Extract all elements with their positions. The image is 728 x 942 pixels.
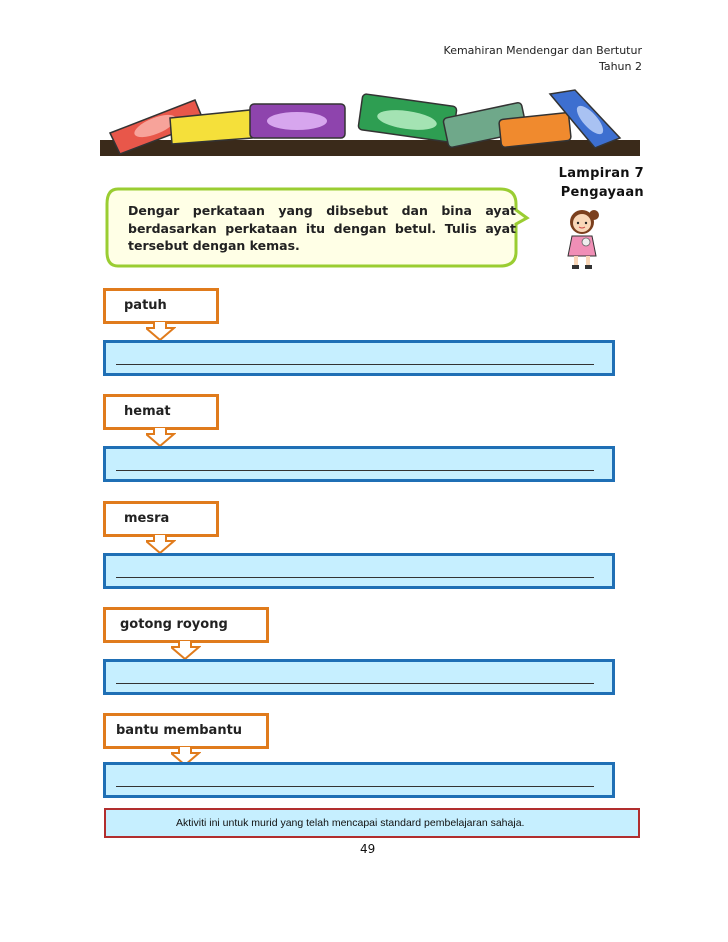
answer-line <box>116 364 594 365</box>
word-box-gotong-royong <box>103 607 269 643</box>
answer-line <box>116 683 594 684</box>
document-header <box>444 43 642 75</box>
word-label: bantu membantu <box>116 723 243 738</box>
word-box-mesra <box>103 501 219 537</box>
answer-box-3[interactable] <box>103 553 615 589</box>
page-number: 49 <box>360 842 376 856</box>
down-arrow-icon <box>146 534 176 554</box>
word-label: mesra <box>124 511 170 526</box>
down-arrow-icon <box>146 321 176 341</box>
instruction-text: Dengar perkataan yang dibsebut dan bina ayat berdasarkan perkataan itu dengan betul. Tulis ayat tersebut dengan kemas. <box>128 203 516 253</box>
answer-box-5[interactable] <box>103 762 615 798</box>
down-arrow-icon <box>171 640 201 660</box>
answer-line <box>116 470 594 471</box>
answer-box-4[interactable] <box>103 659 615 695</box>
header-subject: Kemahiran Mendengar dan Bertutur <box>443 44 642 57</box>
answer-line <box>116 786 594 787</box>
word-label: hemat <box>124 404 171 419</box>
down-arrow-icon <box>146 427 176 447</box>
answer-box-1[interactable] <box>103 340 615 376</box>
crayon-purple <box>250 104 345 138</box>
crayons-banner-illustration <box>100 88 640 158</box>
girl-illustration <box>556 206 612 272</box>
crayon-green <box>358 94 457 143</box>
word-label: patuh <box>124 298 167 313</box>
word-box-bantu-membantu <box>103 713 269 749</box>
activity-note: Aktiviti ini untuk murid yang telah mencapai standard pembelajaran sahaja. <box>104 808 640 838</box>
header-year: Tahun 2 <box>598 60 642 73</box>
appendix-label <box>559 164 644 202</box>
word-box-hemat <box>103 394 219 430</box>
word-box-patuh <box>103 288 219 324</box>
appendix-type: Pengayaan <box>560 185 644 200</box>
answer-line <box>116 577 594 578</box>
answer-box-2[interactable] <box>103 446 615 482</box>
appendix-number: Lampiran 7 <box>558 166 644 181</box>
word-label: gotong royong <box>120 617 228 632</box>
